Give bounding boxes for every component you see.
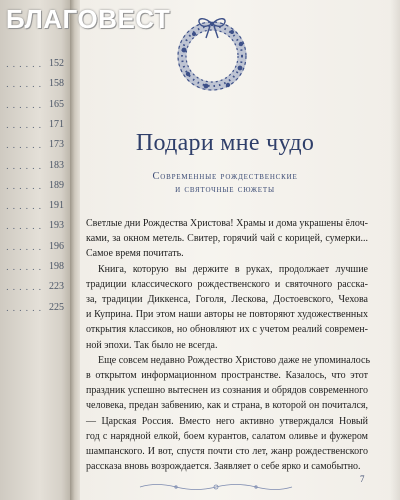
watermark-logo: БЛАГОВЕСТ bbox=[6, 4, 171, 34]
toc-entry bbox=[0, 58, 70, 72]
toc-page-number: 183 bbox=[49, 159, 64, 171]
toc-page-number: 158 bbox=[49, 78, 64, 90]
toc-entry bbox=[0, 200, 70, 214]
text-line: ной эпохи. Так было не всегда. bbox=[86, 339, 218, 351]
text-line: Светлые дни Рождества Христова! Храмы и дома украшены ёлоч- bbox=[86, 218, 368, 229]
toc-entry bbox=[0, 119, 70, 133]
toc-leader-dots: . . . . . . bbox=[6, 99, 42, 110]
right-page bbox=[80, 0, 400, 500]
paragraph-3 bbox=[86, 353, 371, 475]
toc-page-number: 171 bbox=[49, 118, 64, 130]
toc-entry bbox=[0, 160, 70, 174]
toc-page-number: 196 bbox=[49, 240, 64, 252]
toc-leader-dots: . . . . . . bbox=[6, 59, 42, 69]
toc-page-number: 165 bbox=[49, 98, 64, 110]
body-text bbox=[86, 216, 371, 474]
toc-leader-dots: . . . . . . bbox=[6, 79, 42, 90]
toc-entry bbox=[0, 241, 70, 255]
toc-entry bbox=[0, 99, 70, 113]
toc-entry bbox=[0, 302, 70, 316]
text-line: Еще совсем недавно Рождество Христово даже не упоминалось bbox=[98, 354, 371, 366]
text-line: год с нарядной елкой, боем курантов, салатом оливье и фужером bbox=[86, 430, 368, 442]
toc-page-number: 189 bbox=[49, 179, 64, 191]
toc-leader-dots: . . . . . . bbox=[6, 262, 42, 272]
toc-page-number: 225 bbox=[49, 301, 64, 313]
text-line: человека, предан забвению, как и страна, в которой он почитался, bbox=[86, 400, 368, 412]
toc-page-number: 173 bbox=[49, 139, 64, 151]
right-page-edge bbox=[390, 0, 400, 500]
text-line: ками, за окном метель. Свитер, горячий чай с корицей, сумерки... bbox=[86, 233, 368, 245]
toc-page-number: 152 bbox=[49, 58, 64, 69]
toc-leader-dots: . . . . . . bbox=[6, 201, 42, 212]
text-line: — Царская Россия. Вместо него активно утверждался Новый bbox=[86, 415, 368, 427]
toc-page-number: 223 bbox=[49, 281, 64, 293]
left-page-toc bbox=[0, 0, 72, 500]
text-line: шампанского. И вот, спустя почти сто лет, жанр рождественского bbox=[86, 446, 368, 458]
toc-entry bbox=[0, 78, 70, 92]
toc-page-number: 198 bbox=[49, 261, 64, 272]
chapter-title: Подари мне чудо bbox=[135, 130, 315, 156]
toc-leader-dots: . . . . . . bbox=[6, 221, 42, 232]
toc-leader-dots: . . . . . . bbox=[6, 140, 42, 151]
toc-entry bbox=[0, 281, 70, 295]
christmas-wreath-icon bbox=[166, 8, 258, 96]
toc-page-number: 191 bbox=[49, 200, 64, 212]
toc-leader-dots: . . . . . . bbox=[6, 302, 42, 313]
text-line: и Куприна. При этом наши авторы не повторяют художественных bbox=[86, 309, 368, 321]
text-line: в открытом информационном пространстве. Казалось, что этот bbox=[86, 370, 368, 382]
toc-leader-dots: . . . . . . bbox=[6, 160, 42, 171]
text-line: Самое время почитать. bbox=[86, 248, 184, 260]
toc-entry bbox=[0, 261, 70, 275]
text-line: за, традиции Диккенса, Гоголя, Лескова, Достоевского, Чехова bbox=[86, 294, 368, 306]
paragraph-2 bbox=[86, 262, 368, 353]
text-line: рассказа вновь возрождается. Заявляет о себе ярко и самобытно. bbox=[86, 461, 361, 473]
toc-leader-dots: . . . . . . bbox=[6, 282, 42, 293]
toc-entry bbox=[0, 139, 70, 153]
toc-leader-dots: . . . . . . bbox=[6, 119, 42, 130]
toc-entry bbox=[0, 180, 70, 194]
toc-leader-dots: . . . . . . bbox=[6, 180, 42, 191]
text-line: традиции классического рождественского и святочного расска- bbox=[86, 278, 368, 290]
toc-entry bbox=[0, 220, 70, 234]
chapter-subtitle-line1: Современные рождественские bbox=[152, 171, 298, 182]
toc-leader-dots: . . . . . . bbox=[6, 241, 42, 252]
footer-ornament-icon bbox=[136, 482, 296, 492]
text-line: открытия классиков, но обновляют их с учетом реалий современ- bbox=[86, 324, 368, 336]
toc-page-number: 193 bbox=[49, 220, 64, 232]
paragraph-1 bbox=[86, 216, 368, 262]
text-line: Книга, которую вы держите в руках, продолжает лучшие bbox=[98, 263, 368, 275]
page-number: 7 bbox=[360, 474, 365, 484]
text-line: праздник успешно вытеснен из сознания и обрядов современного bbox=[86, 385, 368, 397]
chapter-subtitle-line2: и святочные сюжеты bbox=[175, 184, 275, 195]
